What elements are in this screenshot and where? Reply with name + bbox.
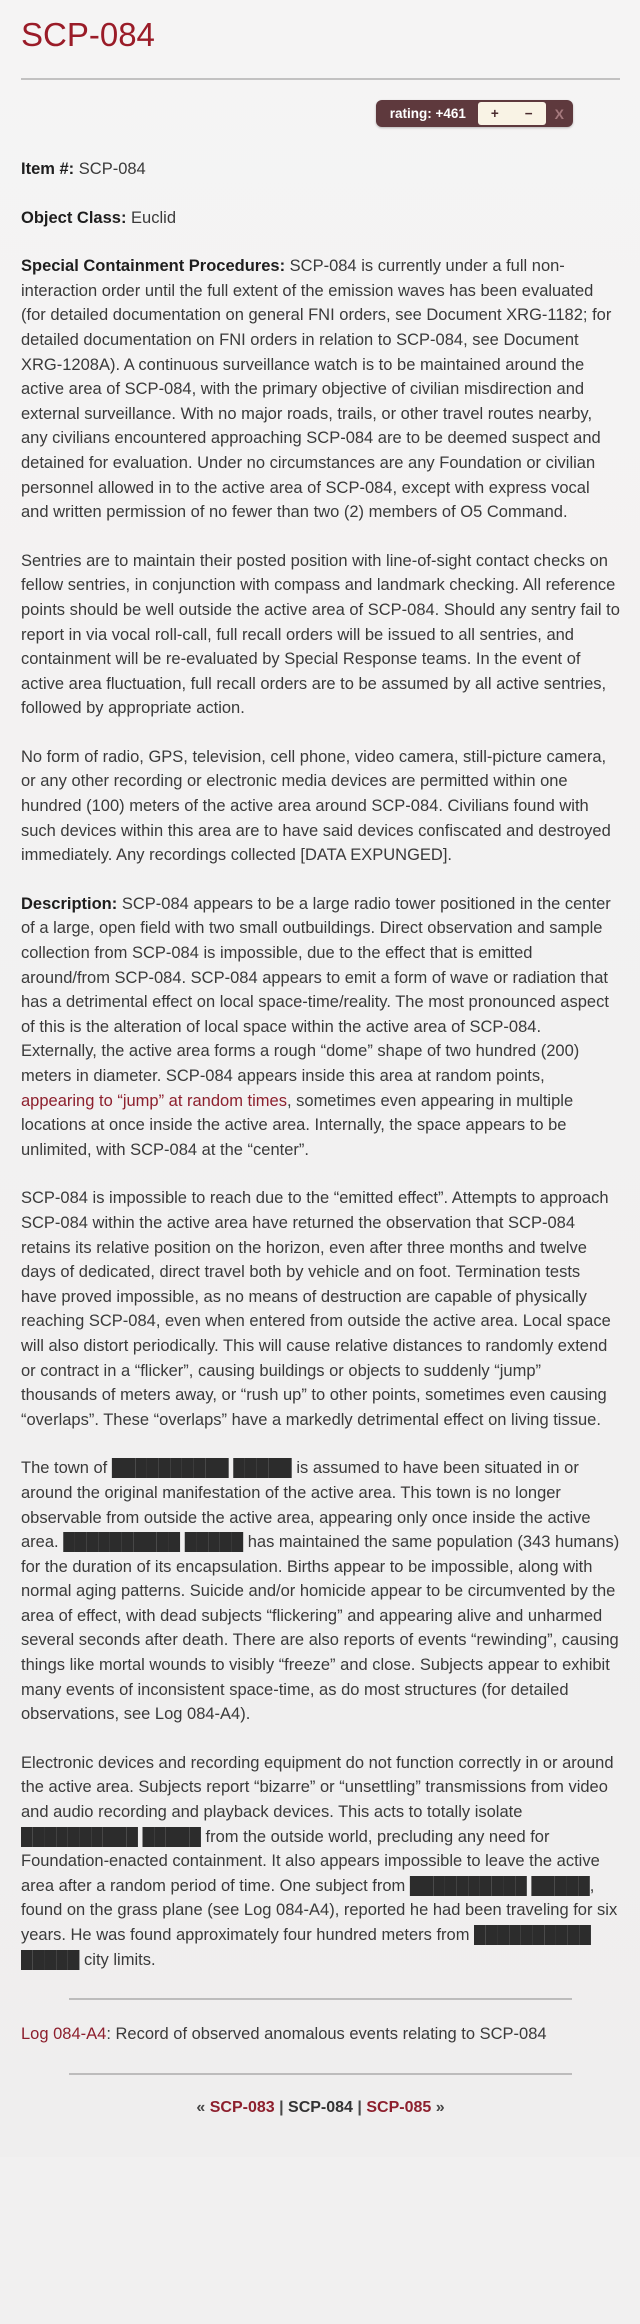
article-content [21, 157, 620, 1972]
laquo-glyph: « [196, 2098, 206, 2116]
item-number-value: SCP-084 [74, 160, 146, 178]
object-class-label: Object Class: [21, 208, 127, 227]
object-class-row [21, 206, 620, 231]
devices-paragraph: No form of radio, GPS, television, cell phone, video camera, still-picture camera, or any other recording or electronic media devices are permitted within one hundred (100) meters of the active area around SCP-084. Civilians found with such devices within this area are to have said devices confiscated and destroyed immediately. Any recordings collected [DATA EXPUNGED]. [21, 747, 611, 865]
town-text-2: is assumed to have been situated in or around the original manifestation of the active area. This town is no longer observable from outside the active area, appearing only once inside the active area. [21, 1459, 591, 1552]
log-divider-bottom [69, 2073, 572, 2075]
containment-label: Special Containment Procedures: [21, 257, 286, 276]
containment-text: SCP-084 is currently under a full non-interaction order until the full extent of the emission waves has been evaluated (for detailed documentation on general FNI orders, see Document XRG-1182; for detailed documentation on FNI orders in relation to SCP-084, see Document XRG-1208A). A continuous surveillance watch is to be maintained around the active area of SCP-084, with the primary objective of civilian misdirection and external surveillance. With no major roads, trails, or other travel routes nearby, any civilians encountered approaching SCP-084 are to be deemed suspect and detained for evaluation. Under no circumstances are any Foundation or civilian personnel allowed in to the active area of SCP-084, except with express vocal and written permission of no fewer than two (2) members of O5 Command. [21, 257, 612, 522]
redacted-block: ██████████ █████ [111, 1459, 292, 1478]
redacted-block: ██████████ █████ [409, 1876, 590, 1895]
rating-upvote-button[interactable]: + [490, 106, 499, 121]
redacted-block: ██████████ █████ [63, 1533, 244, 1552]
sentries-paragraph: Sentries are to maintain their posted position with line-of-sight contact checks on fellow sentries, in conjunction with compass and landmark checking. All reference points should be well outside the active area of SCP-084. Should any sentry fail to report in via vocal roll-call, full recall orders will be issued to all sentries, and containment will be re-evaluated by Special Response teams. In the event of active area fluctuation, full recall orders are to be assumed by all active sentries, followed by appropriate action. [21, 551, 620, 718]
current-article-label: SCP-084 [288, 2098, 353, 2116]
item-number-row [21, 157, 620, 182]
town-text-3: has maintained the same population (343 humans) for the duration of its encapsulation. Births appear to be impossible, along with normal aging patterns. Suicide and/or homicide appear to be circumvented by the area of effect, with dead subjects “flickering” and appearing alive and unharmed several seconds after death. There are also reports of events “rewinding”, causing things like mortal wounds to visibly “freeze” and close. Subjects appear to exhibit many events of inconsistent space-time, as do most structures (for detailed observations, see Log 084-A4). [21, 1533, 620, 1724]
description-label: Description: [21, 894, 118, 913]
description-paragraph [21, 892, 620, 1163]
rating-buttons [478, 102, 546, 125]
page-title: SCP-084 [21, 16, 155, 53]
title-divider [21, 78, 620, 80]
rating-downvote-button[interactable]: − [524, 106, 533, 121]
item-number-label: Item #: [21, 160, 75, 178]
rating-value-label: rating: +461 [389, 106, 466, 121]
containment-paragraph [21, 254, 620, 525]
unreachable-paragraph: SCP-084 is impossible to reach due to the “emitted effect”. Attempts to approach SCP-084 within the active area have returned the observation that SCP-084 retains its relative position on the horizon, even after three months and twelve days of dedicated, direct travel both by vehicle and on foot. Termination tests have proved impossible, as no means of destruction are capable of physically reaching SCP-084, even when entered from outside the active area. Local space will also distort periodically. This will cause relative distances to randomly extend or contract in a “flicker”, causing buildings or objects to suddenly “jump” thousands of meters away, or “rush up” to other points, sometimes even causing “overlaps”. These “overlaps” have a markedly detrimental effect on living tissue. [21, 1189, 611, 1429]
electronics-text-4: city limits. [79, 1950, 156, 1969]
redacted-block: ██████████ █████ [21, 1827, 201, 1846]
electronics-paragraph [21, 1751, 620, 1972]
nav-separator: | [357, 2098, 362, 2116]
raquo-glyph: » [435, 2098, 445, 2116]
next-article-link[interactable]: SCP-085 [366, 2098, 432, 2116]
rating-row [21, 100, 620, 127]
log-084-a4-link[interactable]: Log 084-A4 [21, 2025, 107, 2044]
redacted-block: ██████████ █████ [21, 1926, 591, 1969]
rating-widget [376, 100, 573, 127]
description-text-before: SCP-084 appears to be a large radio tower positioned in the center of a large, open field with two small outbuildings. Direct observation and sample collection from SCP-084 is impossible, due to the effect that is emitted around/from SCP-084. SCP-084 appears to emit a form of wave or radiation that has a detrimental effect on local space-time/reality. The most pronounced aspect of this is the alteration of local space within the active area of SCP-084. Externally, the active area forms a rough “dome” shape of two hundred (200) meters in diameter. SCP-084 appears inside this area at random points, [21, 894, 611, 1085]
electronics-text-3: , found on the grass plane (see Log 084-A4), reported he had been traveling for six years. He was found approximately four hundred meters from [21, 1876, 618, 1944]
log-line-text: : Record of observed anomalous events relating to SCP-084 [106, 2025, 547, 2044]
town-text-1: The town of [21, 1459, 112, 1478]
town-paragraph [21, 1456, 620, 1727]
electronics-text-1: Electronic devices and recording equipment do not function correctly in or around the active area. Subjects report “bizarre” or “unsettling” transmissions from video and audio recording and playback devices. This acts to totally isolate [21, 1753, 614, 1822]
description-text-after: , sometimes even appearing in multiple locations at once inside the active area. Internally, the space appears to be unlimited, with SCP-084 at the “center”. [21, 1091, 574, 1159]
log-divider-top [69, 1998, 572, 2000]
rating-close-button[interactable]: X [554, 105, 564, 122]
object-class-value: Euclid [126, 208, 176, 227]
footer-nav [21, 2099, 620, 2117]
prev-article-link[interactable]: SCP-083 [209, 2098, 275, 2116]
log-line [21, 2022, 620, 2047]
electronics-text-2: from the outside world, precluding any need for Foundation-enacted containment. It also appears impossible to leave the active area after a random period of time. One subject from [21, 1827, 600, 1895]
nav-separator: | [279, 2098, 284, 2116]
jump-behavior-link[interactable]: appearing to “jump” at random times [21, 1091, 287, 1110]
